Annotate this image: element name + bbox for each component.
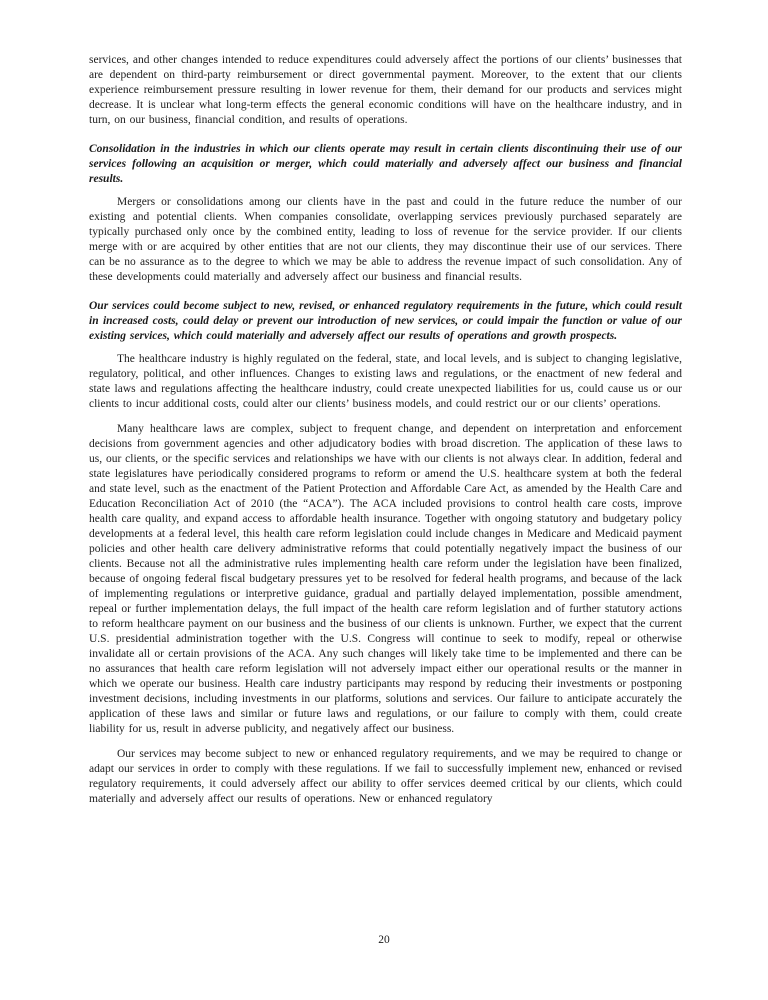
- paragraph: Our services may become subject to new or enhanced regulatory requirements, and we may be required to change or adapt our services in order to comply with these regulations. If we fail to successfully implement new, enhanced or revised regulatory requirements, it could adversely affect our ability to offer services deemed critical by our clients, which could materially and adversely affect our results of operations. New or enhanced regulatory: [89, 748, 682, 805]
- paragraph: Mergers or consolidations among our clients have in the past and could in the future reduce the number of our existing and potential clients. When companies consolidate, overlapping services previously purchased separately are typically purchased only once by the combined entity, leading to loss of revenue for the service provider. If our clients merge with or are acquired by other entities that are not our clients, they may discontinue their use of our services. There can be no assurance as to the degree to which we may be able to address the revenue impact of such consolidation. Any of these developments could materially and adversely affect our business and financial results.: [89, 196, 682, 283]
- document-body: [89, 53, 682, 817]
- paragraph: Many healthcare laws are complex, subject to frequent change, and dependent on interpretation and enforcement decisions from government agencies and other adjudicatory bodies with broad discretion. The application of these laws to us, our clients, or the specific services and relationships we have with our clients is not always clear. In addition, federal and state legislatures have periodically considered programs to reform or amend the U.S. healthcare system at both the federal and state level, such as the enactment of the Patient Protection and Affordable Care Act, as amended by the Health Care and Education Reconciliation Act of 2010 (the “ACA”). The ACA included provisions to control health care costs, improve health care quality, and expand access to affordable health insurance. Together with ongoing statutory and budgetary policy developments at a federal level, this health care reform legislation could include changes in Medicare and Medicaid payment policies and other health care delivery administrative reforms that could potentially negatively impact the business of our clients. Because not all the administrative rules implementing health care reform under the legislation have been finalized, because of ongoing federal fiscal budgetary pressures yet to be resolved for federal health programs, and because of the lack of implementing regulations or interpretive guidance, gradual and partially delayed implementation, possible amendment, repeal or further implementation delays, the full impact of the health care reform legislation and of further statutory actions to reform healthcare payment on our business and the business of our clients is unknown. Further, we expect that the current U.S. presidential administration together with the U.S. Congress will continue to seek to modify, repeal or otherwise invalidate all or certain provisions of the ACA. Any such changes will likely take time to be implemented and there can be no assurances that health care reform legislation will not adversely impact either our operational results or the manner in which we operate our business. Health care industry participants may respond by reducing their investments or postponing investment decisions, including investments in our platforms, solutions and services. Our failure to anticipate accurately the application of these laws and similar or future laws and regulations, or our failure to comply with them, could create liability for us, result in adverse publicity, and negatively affect our business.: [89, 423, 682, 735]
- risk-factor-heading: Our services could become subject to new, revised, or enhanced regulatory requirements in the future, which could result in increased costs, could delay or prevent our introduction of new services, or could impair the function or value of our existing services, which could materially and adversely affect our results of operations and growth prospects.: [89, 300, 682, 342]
- risk-factor-heading: Consolidation in the industries in which our clients operate may result in certain clients discontinuing their use of our services following an acquisition or merger, which could materially and adversely affect our business and financial results.: [89, 143, 682, 185]
- paragraph: services, and other changes intended to reduce expenditures could adversely affect the portions of our clients’ businesses that are dependent on third-party reimbursement or direct governmental payment. Moreover, to the extent that our clients experience reimbursement pressure resulting in lower revenue for them, their demand for our products and services might decrease. It is unclear what long-term effects the general economic conditions will have on the healthcare industry, and in turn, on our business, financial condition, and results of operations.: [89, 54, 682, 126]
- paragraph: The healthcare industry is highly regulated on the federal, state, and local levels, and is subject to changing legislative, regulatory, political, and other influences. Changes to existing laws and regulations, or the enactment of new federal and state laws and regulations affecting the healthcare industry, could create unexpected liabilities for us, could cause us or our clients to incur additional costs, could alter our clients’ business models, and could restrict our or our clients’ operations.: [89, 353, 682, 410]
- page-number: 20: [378, 934, 390, 946]
